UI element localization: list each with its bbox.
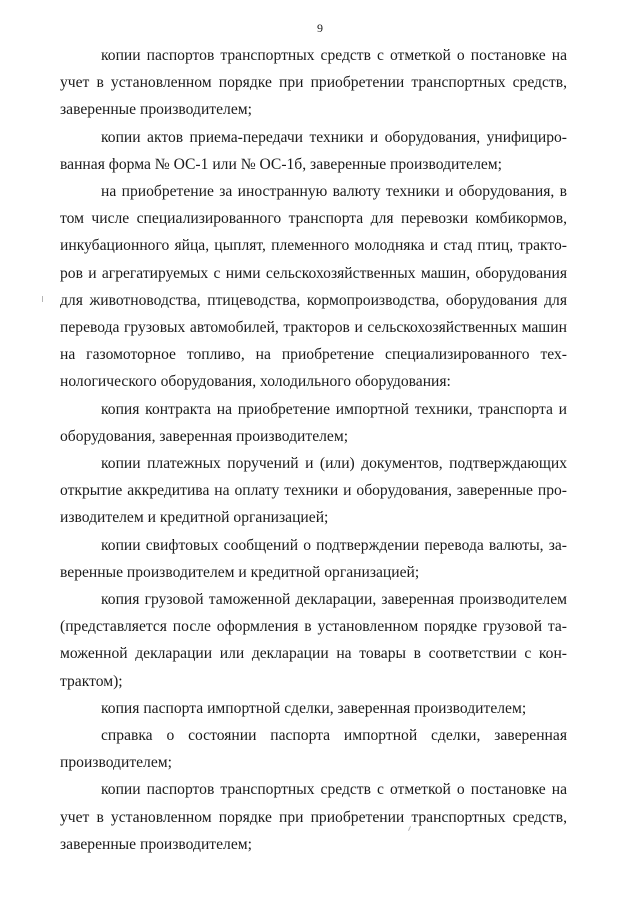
- paragraph: копии актов приема-передачи техники и оборудования, унифицированная форма № ОС-1 или № ОС-1б, заверенные производителем;: [60, 128, 567, 173]
- paragraph: копии паспортов транспортных средств с отметкой о постановке на учет в установленном порядке при приобретении транспортных средств, заверенные производителем;: [60, 781, 567, 853]
- paragraph: копия паспорта импортной сделки, заверенная производителем;: [101, 699, 527, 717]
- paragraph: копия грузовой таможенной декларации, заверенная производителем (представляется после оформления в установленном порядке грузовой таможенной декларации или декларации на товары в соответствии с контрактом);: [60, 591, 567, 690]
- page-number: 9: [317, 21, 323, 35]
- paragraph: копия контракта на приобретение импортной техники, транспорта и оборудования, заверенная производителем;: [60, 400, 567, 445]
- paragraph: на приобретение за иностранную валюту техники и оборудования, в том числе специализированного транспорта для перевозки комбикормов, инкубационного яйца, цыплят, племенного молодняка и стад птиц, тракторов и агрегатируемых с ними сельскохозяйственных машин, оборудования для животноводства, птицеводства, кормопроизводства, оборудования для перевода грузовых автомобилей, тракторов и сельскохозяйственных машин на газомоторное топливо, на приобретение специализированного технологического оборудования, холодильного оборудования:: [60, 183, 567, 391]
- paragraph: копии платежных поручений и (или) документов, подтверждающих открытие аккредитива на оплату техники и оборудования, заверенные производителем и кредитной организацией;: [60, 455, 567, 527]
- paragraph: копии свифтовых сообщений о подтверждении перевода валюты, заверенные производителем и кредитной организацией;: [60, 536, 567, 581]
- paragraph: копии паспортов транспортных средств с отметкой о постановке на учет в установленном порядке при приобретении транспортных средств, заверенные производителем;: [60, 47, 567, 119]
- paragraph: справка о состоянии паспорта импортной сделки, заверенная производителем;: [60, 727, 567, 772]
- scan-artifact: [42, 296, 43, 302]
- document-body: [60, 42, 567, 858]
